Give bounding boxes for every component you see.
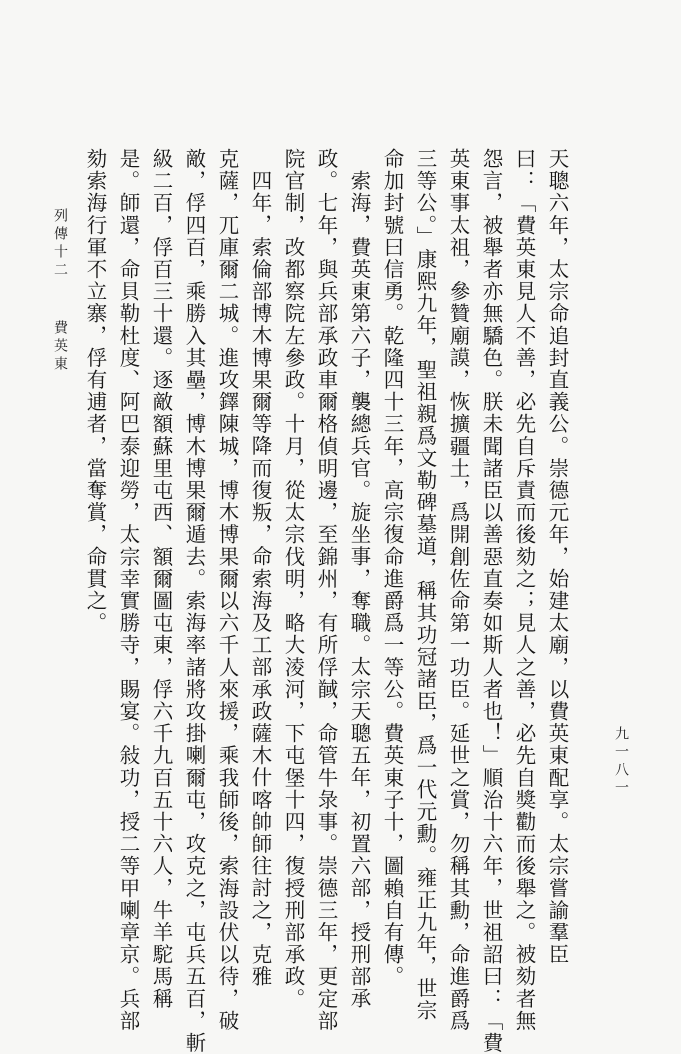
page-number: 九一八一: [613, 726, 629, 798]
text-column-9: 院官制，改都察院左參政。十月，從太宗伐明，略大淩河，下屯堡十四，復授刑部承政。: [281, 148, 305, 1010]
text-column-13: 級二百，俘百三十還。逐敵額蘇里屯西、額爾圖屯東，俘六千九百五十六人，牛羊駝馬稱: [149, 148, 173, 1010]
text-column-2: 曰：「費英東見人不善，必先自斥責而後劾之；見人之善，必先自獎勸而後舉之。被劾者無: [512, 148, 536, 1032]
text-column-14: 是。師還，命貝勒杜度、阿巴泰迎勞，太宗幸實勝寺，賜宴。敍功，授二等甲喇章京。兵部: [116, 148, 140, 1032]
running-header-section: 列傳十二: [52, 208, 68, 280]
text-column-10: 四年，索倫部博木博果爾等降而復叛，命索海及工部承政薩木什喀帥師往討之，克雅: [248, 170, 272, 988]
text-column-1: 天聰六年，太宗命追封直義公。崇德元年，始建太廟，以費英東配享。太宗嘗諭羣臣: [545, 148, 569, 966]
text-column-11: 克薩，兀庫爾二城。進攻鐸陳城，博木博果爾以六千人來援，乘我師後，索海設伏以待，破: [215, 148, 239, 1032]
running-header-name: 費英東: [52, 320, 68, 374]
text-column-15: 劾索海行軍不立寨，俘有逋者，當奪賞，命貫之。: [83, 148, 107, 635]
text-column-12: 敵，俘四百，乘勝入其壘，博木博果爾遁去。索海率諸將攻掛喇爾屯，攻克之，屯兵五百，斬: [182, 148, 206, 1054]
text-column-7: 索海，費英東第六子，襲總兵官。旋坐事，奪職。太宗天聰五年，初置六部，授刑部承: [347, 170, 371, 1010]
text-column-3: 怨言，被舉者亦無驕色。朕未聞諸臣以善惡直奏如斯人者也！」順治十六年，世祖詔曰：「費: [479, 148, 503, 1054]
text-column-8: 政。七年，與兵部承政車爾格偵明邊，至錦州，有所俘馘，命管牛彔事。崇德三年，更定部: [314, 148, 338, 1032]
text-column-6: 命加封號曰信勇。乾隆四十三年，高宗復命進爵爲一等公。費英東子十，圖賴自有傳。: [380, 148, 404, 988]
text-column-5: 三等公。」康熙九年，聖祖親爲文勒碑墓道，稱其功冠諸臣，爲一代元勳。雍正九年，世宗: [413, 148, 437, 1022]
text-column-4: 英東事太祖，參贊廟謨，恢擴疆土，爲開創佐命第一功臣。延世之賞，勿稱其勳，命進爵爲: [446, 148, 470, 1032]
